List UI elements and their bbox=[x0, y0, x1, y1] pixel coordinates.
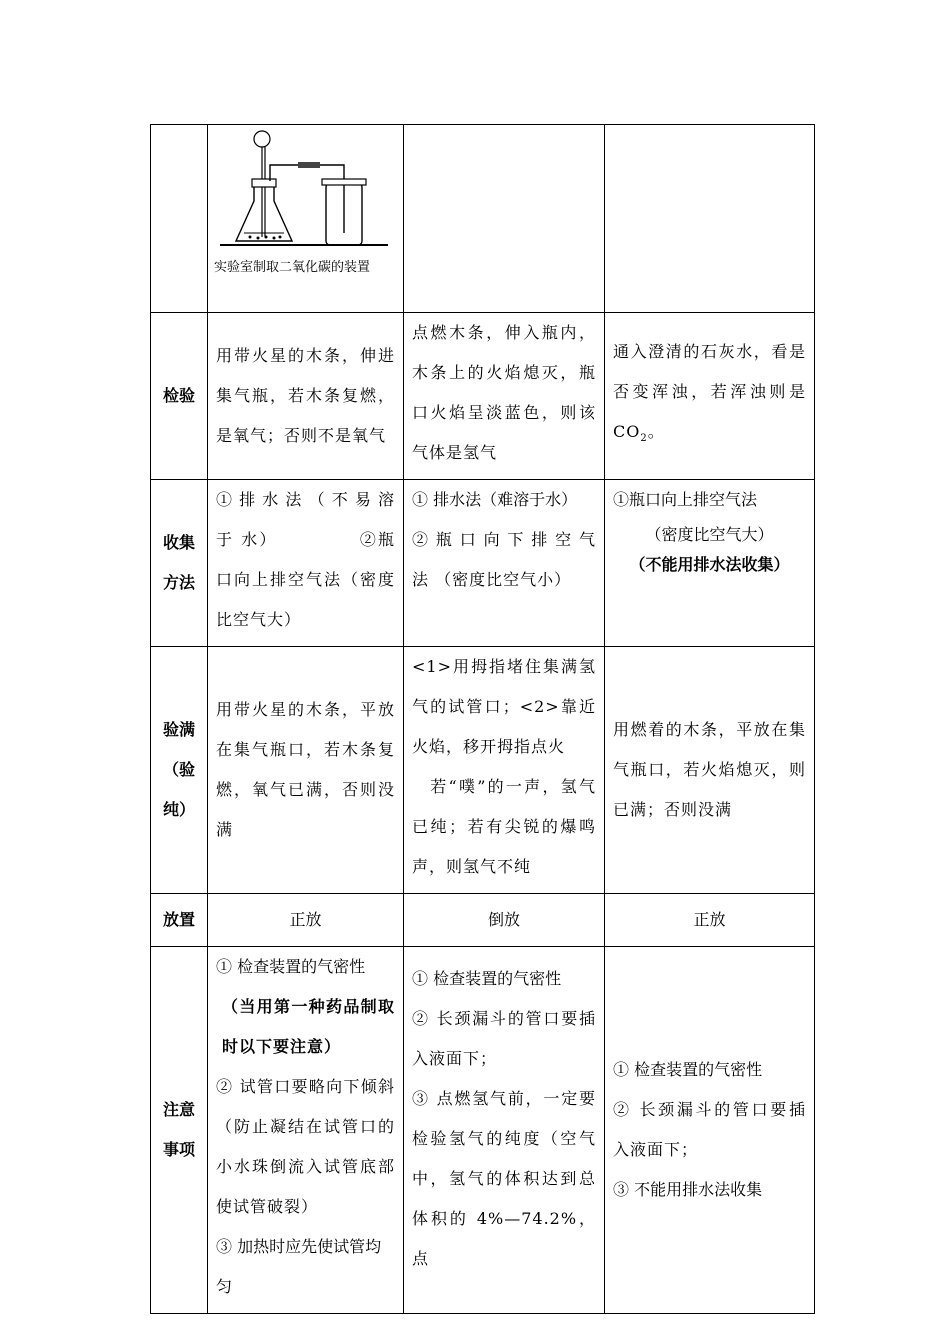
full-h2 bbox=[404, 647, 605, 894]
inspect-label: 检验 bbox=[151, 313, 208, 480]
notes-h2-2: ② 长颈漏斗的管口要插入液面下； bbox=[412, 1009, 596, 1068]
notes-label bbox=[151, 947, 208, 1314]
full-h2-1: <1>用拇指堵住集满氢气的试管口；<2>靠近火焰，移开拇指点火 bbox=[412, 657, 596, 756]
collect-co2-2: （密度比空气大） bbox=[645, 525, 774, 544]
notes-label-2: 事项 bbox=[162, 1140, 195, 1159]
collect-co2-1: ①瓶口向上排空气法 bbox=[613, 490, 758, 509]
inspect-o2: 用带火星的木条，伸进集气瓶，若木条复燃，是氧气；否则不是氧气 bbox=[208, 313, 404, 480]
notes-label-1: 注意 bbox=[162, 1100, 195, 1119]
notes-co2-1: ① 检查装置的气密性 bbox=[613, 1060, 763, 1079]
notes-row bbox=[151, 947, 815, 1314]
collect-label-2: 方法 bbox=[162, 573, 195, 592]
notes-co2-2: ② 长颈漏斗的管口要插入液面下； bbox=[613, 1100, 806, 1159]
notes-h2-1: ① 检查装置的气密性 bbox=[412, 969, 562, 988]
collect-label-1: 收集 bbox=[162, 533, 195, 552]
apparatus-co2-cell bbox=[605, 125, 815, 313]
place-o2: 正放 bbox=[208, 894, 404, 947]
place-label: 放置 bbox=[151, 894, 208, 947]
full-o2: 用带火星的木条，平放在集气瓶口，若木条复燃，氧气已满，否则没满 bbox=[208, 647, 404, 894]
collect-label bbox=[151, 480, 208, 647]
notes-o2-3: ② 试管口要略向下倾斜（防止凝结在试管口的小水珠倒流入试管底部使试管破裂） bbox=[216, 1077, 395, 1216]
full-label bbox=[151, 647, 208, 894]
apparatus-label-cell bbox=[151, 125, 208, 313]
full-label-3: 纯） bbox=[162, 800, 195, 819]
notes-h2-3: ③ 点燃氢气前，一定要检验氢气的纯度（空气中，氢气的体积达到总体积的 4%—74.2%，点 bbox=[412, 1089, 596, 1268]
notes-o2-4: ③ 加热时应先使试管均匀 bbox=[216, 1237, 382, 1296]
collect-co2-3: （不能用排水法收集） bbox=[629, 555, 790, 574]
notes-co2 bbox=[605, 947, 815, 1314]
collect-h2-2: ② 瓶 口 向 下 排 空 气 法 （密度比空气小） bbox=[412, 530, 596, 589]
notes-o2-1: ① 检查装置的气密性 bbox=[216, 957, 366, 976]
inspect-co2-text: 通入澄清的石灰水，看是否变浑浊，若浑浊则是CO bbox=[613, 342, 806, 442]
inspect-row bbox=[151, 313, 815, 480]
notes-o2 bbox=[208, 947, 404, 1314]
inspect-co2-subscript: 2 bbox=[640, 433, 648, 445]
full-label-2: （验 bbox=[162, 760, 195, 779]
apparatus-h2-cell bbox=[404, 125, 605, 313]
collect-co2 bbox=[605, 480, 815, 647]
notes-h2 bbox=[404, 947, 605, 1314]
apparatus-row bbox=[151, 125, 815, 313]
apparatus-caption: 实验室制取二氧化碳的装置 bbox=[214, 260, 371, 275]
notes-co2-3: ③ 不能用排水法收集 bbox=[613, 1180, 763, 1199]
collect-row bbox=[151, 480, 815, 647]
collect-o2: ① 排 水 法 （ 不 易 溶 于 水） ②瓶口向上排空气法（密度比空气大） bbox=[208, 480, 404, 647]
apparatus-cell bbox=[208, 125, 404, 313]
co2-apparatus-image bbox=[214, 125, 394, 253]
inspect-co2-end: 。 bbox=[647, 422, 665, 442]
place-row bbox=[151, 894, 815, 947]
place-h2: 倒放 bbox=[404, 894, 605, 947]
gas-comparison-table bbox=[150, 124, 815, 1314]
inspect-co2 bbox=[605, 313, 815, 480]
place-co2: 正放 bbox=[605, 894, 815, 947]
collect-h2 bbox=[404, 480, 605, 647]
notes-o2-2: （当用第一种药品制取时以下要注意） bbox=[222, 997, 395, 1056]
full-h2-2: 若“噗”的一声，氢气已纯；若有尖锐的爆鸣声，则氢气不纯 bbox=[412, 777, 596, 876]
inspect-h2: 点燃木条，伸入瓶内，木条上的火焰熄灭，瓶口火焰呈淡蓝色，则该气体是氢气 bbox=[404, 313, 605, 480]
full-row bbox=[151, 647, 815, 894]
full-co2: 用燃着的木条，平放在集气瓶口，若火焰熄灭，则已满；否则没满 bbox=[605, 647, 815, 894]
collect-h2-1: ① 排水法（难溶于水） bbox=[412, 490, 578, 509]
full-label-1: 验满 bbox=[162, 720, 195, 739]
